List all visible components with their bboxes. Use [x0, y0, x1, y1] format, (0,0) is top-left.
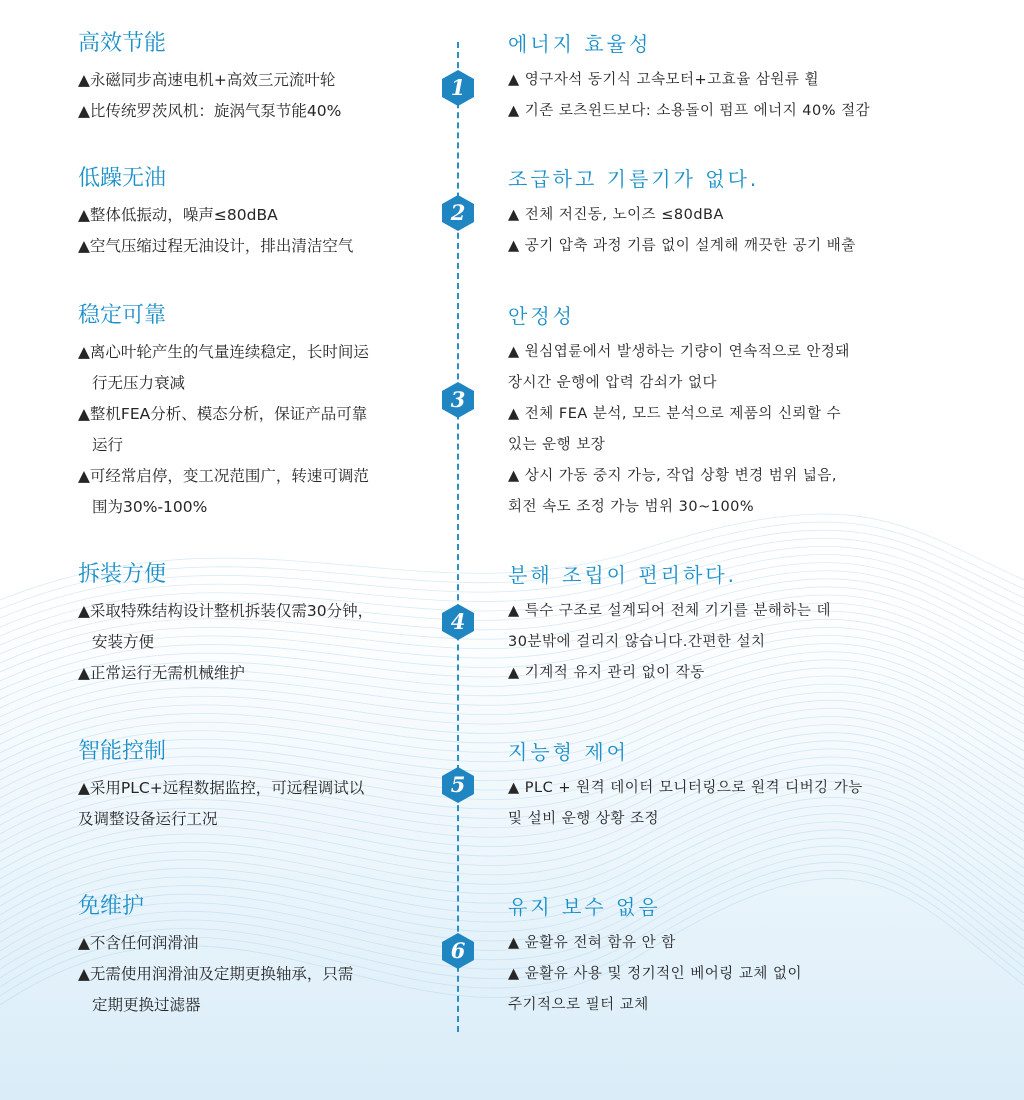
feature-line: ▲采取特殊结构设计整机拆装仅需30分钟， — [78, 602, 374, 620]
step-number: 1 — [450, 75, 466, 100]
feature-line: 및 설비 운행 상황 조정 — [508, 811, 659, 827]
feature-line: ▲ 전체 FEA 분석, 모드 분석으로 제품의 신뢰할 수 — [508, 406, 842, 422]
feature-line: ▲ 기계적 유지 관리 없이 작동 — [508, 665, 705, 681]
feature-line: ▲比传统罗茨风机：旋涡气泵节能40% — [78, 102, 342, 120]
step-badge-6 — [442, 933, 474, 969]
feature-ko-5 — [508, 738, 978, 835]
feature-line: ▲ 상시 가동 중지 가능, 작업 상황 변경 범위 넓음, — [508, 468, 837, 484]
feature-title: 稳定可靠 — [78, 303, 167, 328]
feature-title: 지능형 제어 — [508, 740, 629, 764]
feature-line: ▲无需使用润滑油及定期更换轴承，只需 — [78, 965, 354, 983]
feature-ko-3 — [508, 302, 978, 523]
step-number: 5 — [450, 772, 466, 797]
feature-line: ▲正常运行无需机械维护 — [78, 664, 245, 682]
feature-line: ▲ 전체 저진동, 노이즈 ≤80dBA — [508, 207, 724, 223]
step-number: 4 — [450, 609, 466, 634]
feature-zh-4 — [78, 561, 428, 689]
feature-title: 低躁无油 — [78, 166, 167, 191]
feature-line: 运行 — [92, 436, 124, 454]
step-badge-3 — [442, 382, 474, 418]
feature-zh-2 — [78, 165, 428, 262]
feature-ko-1 — [508, 30, 978, 127]
feature-line: 회전 속도 조정 가능 범위 30~100% — [508, 499, 755, 515]
feature-line: 주기적으로 필터 교체 — [508, 997, 649, 1013]
feature-title: 조급하고 기름기가 없다. — [508, 167, 760, 191]
feature-zh-6 — [78, 893, 428, 1021]
step-number: 2 — [450, 200, 466, 225]
feature-line: ▲离心叶轮产生的气量连续稳定，长时间运 — [78, 343, 369, 361]
feature-line: 及调整设备运行工况 — [78, 810, 218, 828]
feature-line: 있는 운행 보장 — [508, 437, 606, 453]
feature-line: ▲整体低振动，噪声≤80dBA — [78, 206, 278, 224]
step-badge-4 — [442, 604, 474, 640]
feature-title: 拆装方便 — [78, 562, 167, 587]
feature-ko-2 — [508, 165, 978, 262]
step-number: 3 — [450, 387, 466, 412]
feature-line: ▲采用PLC+远程数据监控，可远程调试以 — [78, 779, 365, 797]
feature-title: 분해 조립이 편리하다. — [508, 563, 737, 587]
feature-line: ▲永磁同步高速电机+高效三元流叶轮 — [78, 71, 336, 89]
feature-line: 30분밖에 걸리지 않습니다.간편한 설치 — [508, 634, 766, 650]
feature-line: ▲ 기존 로츠윈드보다: 소용돌이 펌프 에너지 40% 절감 — [508, 103, 871, 119]
feature-line: ▲ PLC + 원격 데이터 모니터링으로 원격 디버깅 가능 — [508, 780, 863, 796]
feature-title: 유지 보수 없음 — [508, 895, 661, 919]
feature-ko-6 — [508, 893, 978, 1021]
feature-zh-1 — [78, 30, 428, 127]
feature-line: 行无压力衰减 — [92, 374, 186, 392]
step-badge-5 — [442, 767, 474, 803]
feature-line: 장시간 운행에 압력 감쇠가 없다 — [508, 375, 718, 391]
feature-title: 智能控制 — [78, 739, 167, 764]
feature-line: 围为30%-100% — [92, 498, 208, 516]
feature-title: 高效节能 — [78, 31, 167, 56]
feature-zh-3 — [78, 302, 428, 523]
feature-line: ▲ 특수 구조로 설계되어 전체 기기를 분해하는 데 — [508, 603, 832, 619]
feature-line: ▲空气压缩过程无油设计，排出清洁空气 — [78, 237, 354, 255]
feature-line: ▲ 윤활유 전혀 함유 안 함 — [508, 935, 676, 951]
feature-line: ▲整机FEA分析、模态分析，保证产品可靠 — [78, 405, 368, 423]
feature-line: 安装方便 — [92, 633, 155, 651]
feature-line: ▲ 영구자석 동기식 고속모터+고효율 삼원류 휠 — [508, 72, 819, 88]
feature-zh-5 — [78, 738, 428, 835]
feature-ko-4 — [508, 561, 978, 689]
feature-line: ▲可经常启停，变工况范围广，转速可调范 — [78, 467, 369, 485]
feature-line: ▲ 윤활유 사용 및 정기적인 베어링 교체 없이 — [508, 966, 803, 982]
timeline-dashed-line — [457, 42, 459, 1032]
feature-line: ▲不含任何润滑油 — [78, 934, 199, 952]
step-badge-1 — [442, 70, 474, 106]
feature-line: ▲ 원심엽륜에서 발생하는 기량이 연속적으로 안정돼 — [508, 344, 850, 360]
feature-title: 免维护 — [78, 894, 145, 919]
step-number: 6 — [450, 938, 466, 963]
feature-title: 안정성 — [508, 304, 575, 328]
feature-line: 定期更换过滤器 — [92, 996, 201, 1014]
feature-title: 에너지 효율성 — [508, 32, 652, 56]
feature-line: ▲ 공기 압축 과정 기름 없이 설계해 깨끗한 공기 배출 — [508, 238, 856, 254]
step-badge-2 — [442, 195, 474, 231]
